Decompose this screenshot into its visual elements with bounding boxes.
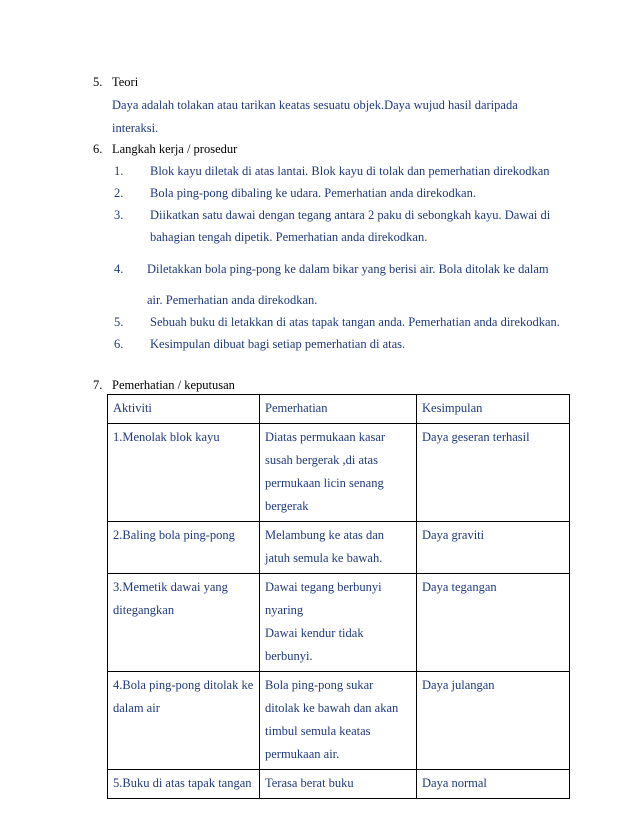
table-row — [108, 672, 570, 770]
cell-text: berbunyi. — [265, 649, 313, 663]
table-row — [108, 574, 570, 672]
section-7-number: 7. — [93, 378, 103, 392]
step-4-text-line-2: air. Pemerhatian anda direkodkan. — [147, 293, 318, 307]
section-6-title: Langkah kerja / prosedur — [112, 142, 238, 156]
header-kesimpulan: Kesimpulan — [417, 395, 570, 424]
section-5-text-line-1: Daya adalah tolakan atau tarikan keatas sesuatu objek.Daya wujud hasil daripada — [112, 98, 518, 112]
cell-aktiviti — [108, 424, 260, 522]
cell-kesimpulan — [417, 424, 570, 522]
cell-text: susah bergerak ,di atas — [265, 453, 378, 467]
cell-text: 4.Bola ping-pong ditolak ke — [113, 678, 254, 692]
cell-text: Melambung ke atas dan — [265, 528, 385, 542]
cell-pemerhatian — [260, 672, 417, 770]
step-1-text: Blok kayu diletak di atas lantai. Blok kayu di tolak dan pemerhatian direkodkan — [150, 164, 550, 178]
cell-kesimpulan — [417, 522, 570, 574]
table-row — [108, 522, 570, 574]
step-3-text-line-1: Diikatkan satu dawai dengan tegang antara 2 paku di sebongkah kayu. Dawai di — [150, 208, 551, 222]
cell-aktiviti — [108, 672, 260, 770]
cell-pemerhatian — [260, 770, 417, 799]
cell-kesimpulan — [417, 672, 570, 770]
step-6-text: Kesimpulan dibuat bagi setiap pemerhatian di atas. — [150, 337, 406, 351]
step-5-text: Sebuah buku di letakkan di atas tapak tangan anda. Pemerhatian anda direkodkan. — [150, 315, 560, 329]
cell-text: permukaan licin senang — [265, 476, 384, 490]
cell-text: 1.Menolak blok kayu — [113, 430, 220, 444]
cell-text: Diatas permukaan kasar — [265, 430, 386, 444]
cell-text: Daya tegangan — [422, 580, 497, 594]
cell-text: 5.Buku di atas tapak tangan — [113, 776, 252, 790]
step-2-text: Bola ping-pong dibaling ke udara. Pemerhatian anda direkodkan. — [150, 186, 476, 200]
cell-pemerhatian — [260, 574, 417, 672]
cell-text: dalam air — [113, 701, 160, 715]
cell-kesimpulan — [417, 770, 570, 799]
cell-text: jatuh semula ke bawah. — [265, 551, 383, 565]
table-row — [108, 770, 570, 799]
section-5-title: Teori — [112, 75, 139, 89]
step-6-number: 6. — [114, 337, 124, 351]
cell-text: Daya geseran terhasil — [422, 430, 530, 444]
cell-text: nyaring — [265, 603, 304, 617]
cell-text: Daya normal — [422, 776, 487, 790]
cell-aktiviti — [108, 522, 260, 574]
step-3-text-line-2: bahagian tengah dipetik. Pemerhatian anda direkodkan. — [150, 230, 428, 244]
cell-text: Bola ping-pong sukar — [265, 678, 374, 692]
header-pemerhatian: Pemerhatian — [260, 395, 417, 424]
cell-text: permukaan air. — [265, 747, 340, 761]
table-header-row — [108, 395, 570, 424]
section-6-number: 6. — [93, 142, 103, 156]
step-1-number: 1. — [114, 164, 124, 178]
cell-text: timbul semula keatas — [265, 724, 371, 738]
cell-text: Terasa berat buku — [265, 776, 354, 790]
table-row — [108, 424, 570, 522]
step-4-number: 4. — [114, 262, 124, 276]
cell-text: bergerak — [265, 499, 309, 513]
cell-text: 2.Baling bola ping-pong — [113, 528, 235, 542]
section-5-text-line-2: interaksi. — [112, 121, 159, 135]
cell-text: Daya graviti — [422, 528, 485, 542]
cell-pemerhatian — [260, 522, 417, 574]
cell-aktiviti — [108, 770, 260, 799]
cell-text: Dawai kendur tidak — [265, 626, 364, 640]
cell-text: ditolak ke bawah dan akan — [265, 701, 399, 715]
cell-text: ditegangkan — [113, 603, 175, 617]
step-5-number: 5. — [114, 315, 124, 329]
section-5-number: 5. — [93, 75, 103, 89]
step-4-text-line-1: Diletakkan bola ping-pong ke dalam bikar yang berisi air. Bola ditolak ke dalam — [147, 262, 549, 276]
header-aktiviti: Aktiviti — [108, 395, 260, 424]
cell-text: 3.Memetik dawai yang — [113, 580, 228, 594]
cell-text: Daya julangan — [422, 678, 495, 692]
section-7-title: Pemerhatian / keputusan — [112, 378, 235, 392]
step-2-number: 2. — [114, 186, 124, 200]
cell-aktiviti — [108, 574, 260, 672]
cell-kesimpulan — [417, 574, 570, 672]
cell-pemerhatian — [260, 424, 417, 522]
step-3-number: 3. — [114, 208, 124, 222]
cell-text: Dawai tegang berbunyi — [265, 580, 382, 594]
observation-table — [107, 394, 570, 799]
